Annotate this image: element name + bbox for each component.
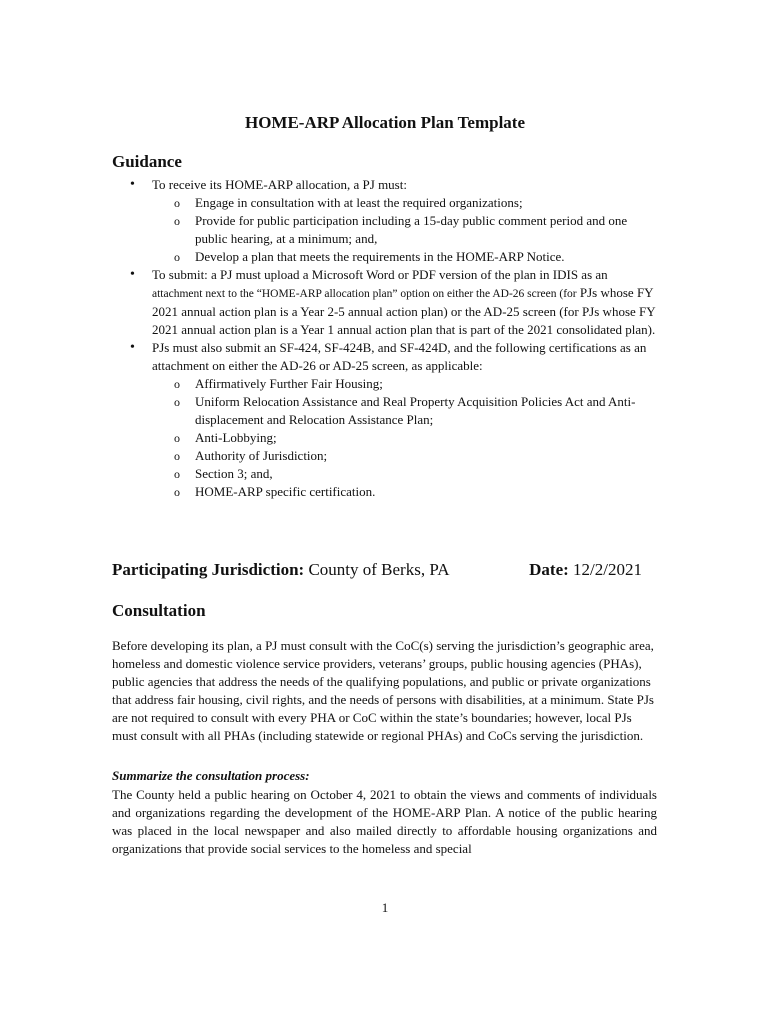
guidance-bullet xyxy=(112,176,657,266)
sub-item: o Uniform Relocation Assistance and Real Property Acquisition Policies Act and Anti-displacement and Relocation Assistance Plan; xyxy=(152,393,657,429)
date-label: Date: xyxy=(529,560,569,579)
sub-item: o Section 3; and, xyxy=(152,465,657,483)
consultation-heading: Consultation xyxy=(112,601,206,620)
bullet-text: To receive its HOME-ARP allocation, a PJ must: xyxy=(152,177,407,192)
sub-item: o HOME-ARP specific certification. xyxy=(152,483,657,501)
date-value: 12/2/2021 xyxy=(573,560,642,579)
sub-item: o Authority of Jurisdiction; xyxy=(152,447,657,465)
bullet-text: PJs must also submit an SF-424, SF-424B, and SF-424D, and the following certifications as an attachment on either the AD-26 or AD-25 screen, as applicable: xyxy=(152,340,647,373)
summary-heading: Summarize the consultation process: xyxy=(112,768,310,783)
bullet-text: attachment next to the “HOME-ARP allocation plan” option on either the AD-26 screen (for xyxy=(152,288,577,300)
guidance-bullet xyxy=(112,339,657,501)
summary-paragraph: The County held a public hearing on October 4, 2021 to obtain the views and comments of individuals and organizations regarding the development of the HOME-ARP Plan. A notice of the public hearing was placed in the local newspaper and also mailed directly to affordable housing organizations and organizations that provide social services to the homeless and special xyxy=(112,787,657,856)
sub-item: o Engage in consultation with at least the required organizations; xyxy=(152,194,657,212)
sub-list xyxy=(152,375,657,501)
jurisdiction-row xyxy=(112,560,642,580)
sub-list xyxy=(152,194,657,266)
sub-item: o Provide for public participation including a 15-day public comment period and one public hearing, at a minimum; and, xyxy=(152,212,657,248)
bullet-text: PJs whose FY 2021 annual action plan is a Year 2-5 annual action plan) or the AD-25 screen (for PJs whose FY 2021 annual action plan is a Year 1 annual action plan that is part of the 2021 consolidated plan). xyxy=(152,285,656,337)
guidance-bullet xyxy=(112,266,657,339)
guidance-heading: Guidance xyxy=(112,152,182,171)
sub-item: o Anti-Lobbying; xyxy=(152,429,657,447)
page-number: 1 xyxy=(381,900,389,915)
page-title: HOME-ARP Allocation Plan Template xyxy=(244,113,526,132)
jurisdiction-value: County of Berks, PA xyxy=(308,560,450,579)
bullet-text: To submit: a PJ must upload a Microsoft Word or PDF version of the plan in IDIS as an xyxy=(152,267,608,282)
sub-item: o Develop a plan that meets the requirements in the HOME-ARP Notice. xyxy=(152,248,657,266)
date-field xyxy=(529,560,642,580)
guidance-list xyxy=(112,176,657,501)
sub-item: o Affirmatively Further Fair Housing; xyxy=(152,375,657,393)
jurisdiction-label: Participating Jurisdiction: xyxy=(112,560,305,579)
consultation-paragraph: Before developing its plan, a PJ must consult with the CoC(s) serving the jurisdiction’s geographic area, homeless and domestic violence service providers, veterans’ groups, public housing agencies (PHAs), public agencies that address the needs of the qualifying populations, and public or private organizations that address fair housing, civil rights, and the needs of persons with disabilities, at a minimum. State PJs are not required to consult with every PHA or CoC within the state’s boundaries; however, local PJs must consult with all PHAs (including statewide or regional PHAs) and CoCs serving the jurisdiction. xyxy=(112,638,654,743)
